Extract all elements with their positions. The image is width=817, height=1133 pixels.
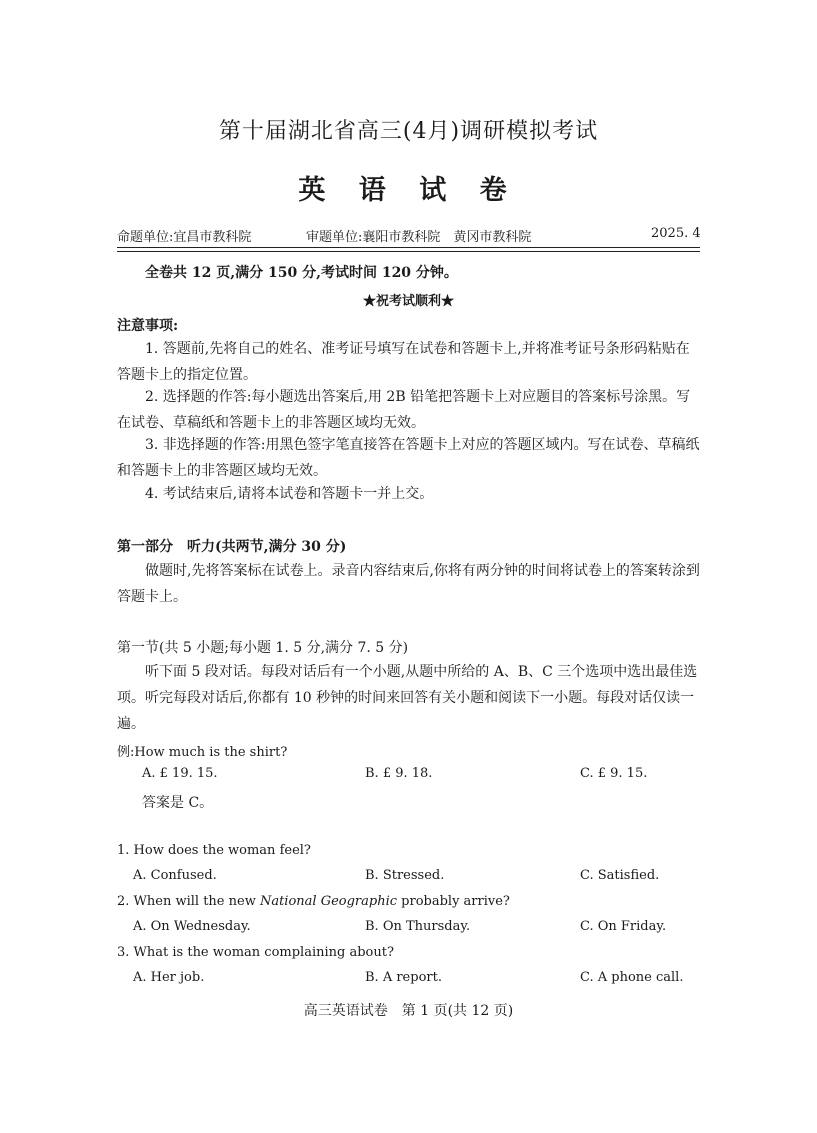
example-option-b: B. £ 9. 18. <box>365 766 433 781</box>
question-3-stem: 3. What is the woman complaining about? <box>117 945 394 960</box>
note-item: 4. 考试结束后,请将本试卷和答题卡一并上交。 <box>145 486 434 502</box>
note-item: 2. 选择题的作答:每小题选出答案后,用 2B 铅笔把答题卡上对应题目的答案标号涂黑。写在试卷、草稿纸和答题卡上的非答题区域均无效。 <box>117 389 691 431</box>
question-3-option-c: C. A phone call. <box>580 970 684 985</box>
example-answer: 答案是 C。 <box>142 795 214 811</box>
exam-summary: 全卷共 12 页,满分 150 分,考试时间 120 分钟。 <box>145 265 458 281</box>
question-2-option-c: C. On Friday. <box>580 919 667 934</box>
example-option-a: A. £ 19. 15. <box>142 766 218 781</box>
part1-instruction: 做题时,先将答案标在试卷上。录音内容结束后,你将有两分钟的时间将试卷上的答案转涂到答题卡上。 <box>117 563 700 605</box>
question-3-option-b: B. A report. <box>365 970 442 985</box>
section1-instruction: 听下面 5 段对话。每段对话后有一个小题,从题中所给的 A、B、C 三个选项中选出最佳选项。听完每段对话后,你都有 10 秒钟的时间来回答有关小题和阅读下一小题。每段对话仅读一遍。 <box>117 664 698 732</box>
magazine-title: National Geographic <box>259 894 398 909</box>
page-footer: 高三英语试卷 第 1 页(共 12 页) <box>303 1003 514 1019</box>
question-1-option-b: B. Stressed. <box>365 868 445 883</box>
exam-date: 2025. 4 <box>651 226 701 241</box>
question-1-option-c: C. Satisfied. <box>580 868 660 883</box>
question-2-option-b: B. On Thursday. <box>365 919 471 934</box>
part1-heading: 第一部分 听力(共两节,满分 30 分) <box>117 539 347 555</box>
note-item: 1. 答题前,先将自己的姓名、准考证号填写在试卷和答题卡上,并将准考证号条形码粘贴在答题卡上的指定位置。 <box>117 341 690 383</box>
note-item: 3. 非选择题的作答:用黑色签字笔直接答在答题卡上对应的答题区域内。写在试卷、草稿纸和答题卡上的非答题区域均无效。 <box>117 437 700 479</box>
question-2-stem: 2. When will the new National Geographic probably arrive? <box>117 894 510 909</box>
exam-title: 第十届湖北省高三(4月)调研模拟考试 <box>218 119 599 144</box>
header-rule-top <box>117 247 700 248</box>
example-option-c: C. £ 9. 15. <box>580 766 648 781</box>
question-1-stem: 1. How does the woman feel? <box>117 843 311 858</box>
reviewer-unit: 审题单位:襄阳市教科院 黄冈市教科院 <box>306 230 532 245</box>
question-1-option-a: A. Confused. <box>133 868 217 883</box>
question-3-option-a: A. Her job. <box>133 970 205 985</box>
example-question: 例:How much is the shirt? <box>117 745 288 760</box>
question-2-option-a: A. On Wednesday. <box>133 919 251 934</box>
subject-title: 英 语 试 卷 <box>298 175 519 206</box>
header-rule-bottom <box>117 251 700 252</box>
good-luck-banner: ★祝考试顺利★ <box>362 294 454 309</box>
section1-heading: 第一节(共 5 小题;每小题 1. 5 分,满分 7. 5 分) <box>117 640 409 656</box>
setter-unit: 命题单位:宜昌市教科院 <box>117 230 252 245</box>
notes-heading: 注意事项: <box>117 318 179 334</box>
